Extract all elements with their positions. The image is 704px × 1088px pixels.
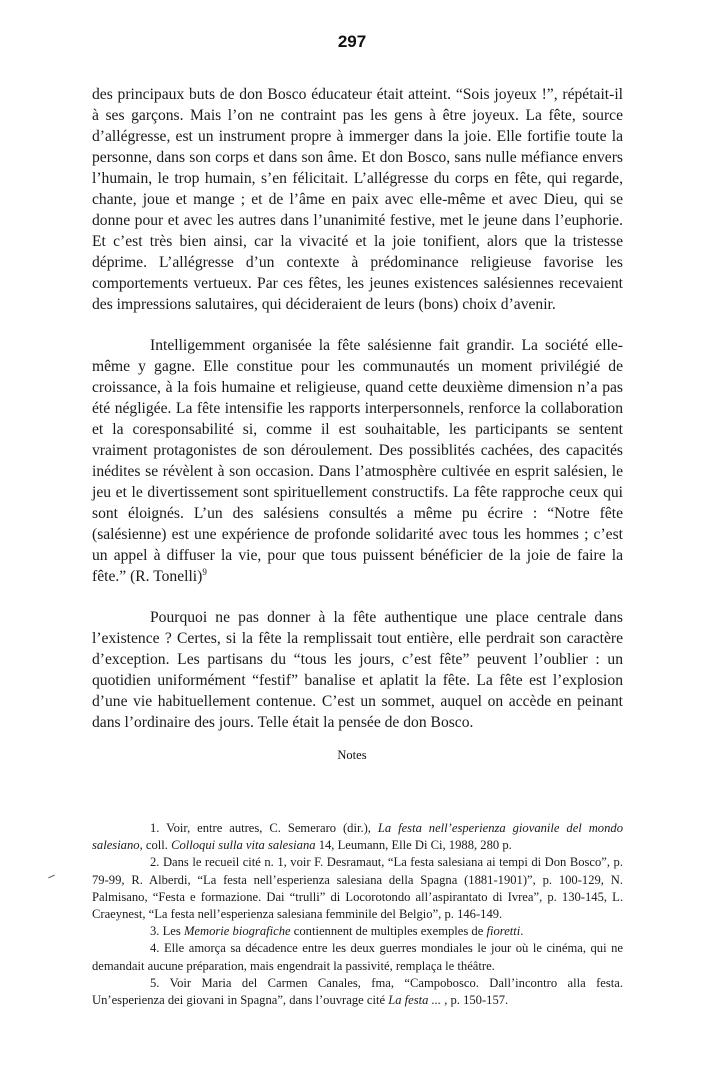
footnote-ref-9: 9 xyxy=(202,566,207,577)
notes-heading: Notes xyxy=(337,748,367,762)
note-3-mid: contiennent de multiples exemples de xyxy=(290,924,487,939)
note-3-word: fioretti xyxy=(486,924,521,939)
paragraph-2 xyxy=(92,335,623,587)
note-1-mid: , coll. xyxy=(139,838,172,853)
paragraph-2-text: Intelligemment organisée la fête salésienne fait grandir. La société elle-même y gagne. Elle constitue pour les communautés un moment privilégié de croissance, à la fois humaine et religieuse, quand cette deuxième dimension n’a pas été négligée. La fête intensifie les rapports interpersonnels, renforce la collaboration et la coresponsabilité si, comme il est souhaitable, les participants se sentent vraiment protagonistes de son déroulement. Des possiblités cachées, des capacités inédites se révèlent à son occasion. Dans l’atmosphère cultivée en esprit salésien, le jeu et le divertissement sont spirituellement constructifs. La fête rapproche ceux qui sont éloignés. L’un des salésiens consultés a même pu écrire : “Notre fête (salésienne) est une expérience de profonde solidarité avec tous les hommes ; c’est un appel à diffuser la vie, pour que tous puissent bénéficier de la joie de faire la fête.” (R. Tonelli) xyxy=(92,337,623,585)
note-5 xyxy=(92,975,623,1009)
note-1-series: Colloqui sulla vita salesiana xyxy=(171,838,316,853)
note-1 xyxy=(92,820,623,854)
note-2: 2. Dans le recueil cité n. 1, voir F. Desramaut, “La festa salesiana ai tempi di Don Bosco”, p. 79-99, R. Alberdi, “La festa nell’esperienza salesiana della Spagna (1881-1901)”, p. 100-129, N. Palmisano, “Festa e formazione. Dai “trulli” di Locorotondo all’aspirantato di Ivrea”, p. 130-145, L. Craeynest, “La festa nell’esperienza salesiana femminile del Belgio”, p. 146-149. xyxy=(92,855,623,922)
note-1-lead: 1. Voir, entre autres, C. Semeraro (dir.), xyxy=(150,821,378,835)
note-5-tail: , p. 150-157. xyxy=(441,993,509,1008)
note-1-tail: 14, Leumann, Elle Di Ci, 1988, 280 p. xyxy=(315,838,512,853)
notes-list xyxy=(92,820,623,1009)
page-number: 297 xyxy=(337,32,367,51)
paragraph-1: des principaux buts de don Bosco éducateur était atteint. “Sois joyeux !”, répétait-il à ses garçons. Mais l’on ne contraint pas les gens à être joyeux. La fête, source d’allégresse, est un instrument propre à immerger dans la joie. Elle fortifie toute la personne, dans son corps et dans son âme. Et don Bosco, sans nulle méfiance envers l’humain, le trop humain, s’en félicitait. L’allégresse du corps en fête, qui regarde, chante, joue et mange ; et de l’âme en paix avec elle-même et avec Dieu, qui se donne pour et avec les autres dans l’unanimité festive, met le jeune dans l’euphorie. Et c’est très bien ainsi, car la vivacité et la joie tonifient, alors que la tristesse déprime. L’allégresse d’un contexte à prédominance religieuse favorise les comportements vertueux. Par ces fêtes, les jeunes existences salésiennes recevaient des impressions salutaires, qui décideraient de leurs (bons) choix d’avenir. xyxy=(92,86,623,313)
note-3-lead: 3. Les xyxy=(150,924,184,939)
note-1-title: La festa nell’esperienza giovanile del mondo salesiano xyxy=(92,821,623,853)
note-3 xyxy=(92,923,623,940)
note-5-title: La festa ... xyxy=(388,993,442,1008)
note-5-lead: 5. Voir Maria del Carmen Canales, fma, “Campobosco. Dall’incontro alla festa. Un’esperienza dei giovani in Spagna”, dans l’ouvrage cité xyxy=(92,975,623,1008)
body-text xyxy=(92,84,623,733)
note-4: 4. Elle amorça sa décadence entre les deux guerres mondiales le jour où le cinéma, qui ne demandait aucune préparation, mais engendrait la passivité, remplaça le théâtre. xyxy=(92,941,623,973)
note-3-title: Memorie biografiche xyxy=(183,924,291,939)
note-3-tail: . xyxy=(520,924,524,939)
margin-pencil-mark xyxy=(48,875,55,879)
paragraph-3: Pourquoi ne pas donner à la fête authentique une place centrale dans l’existence ? Certes, si la fête la remplissait tout entière, elle perdrait son caractère d’exception. Les partisans du “tous les jours, c’est fête” peuvent l’oublier : un quotidien uniformément “festif” banalise et aplatit la fête. La fête est l’explosion d’une vie habituellement contenue. C’est un sommet, auquel on accède en peinant dans l’ordinaire des jours. Telle était la pensée de don Bosco. xyxy=(92,609,623,731)
